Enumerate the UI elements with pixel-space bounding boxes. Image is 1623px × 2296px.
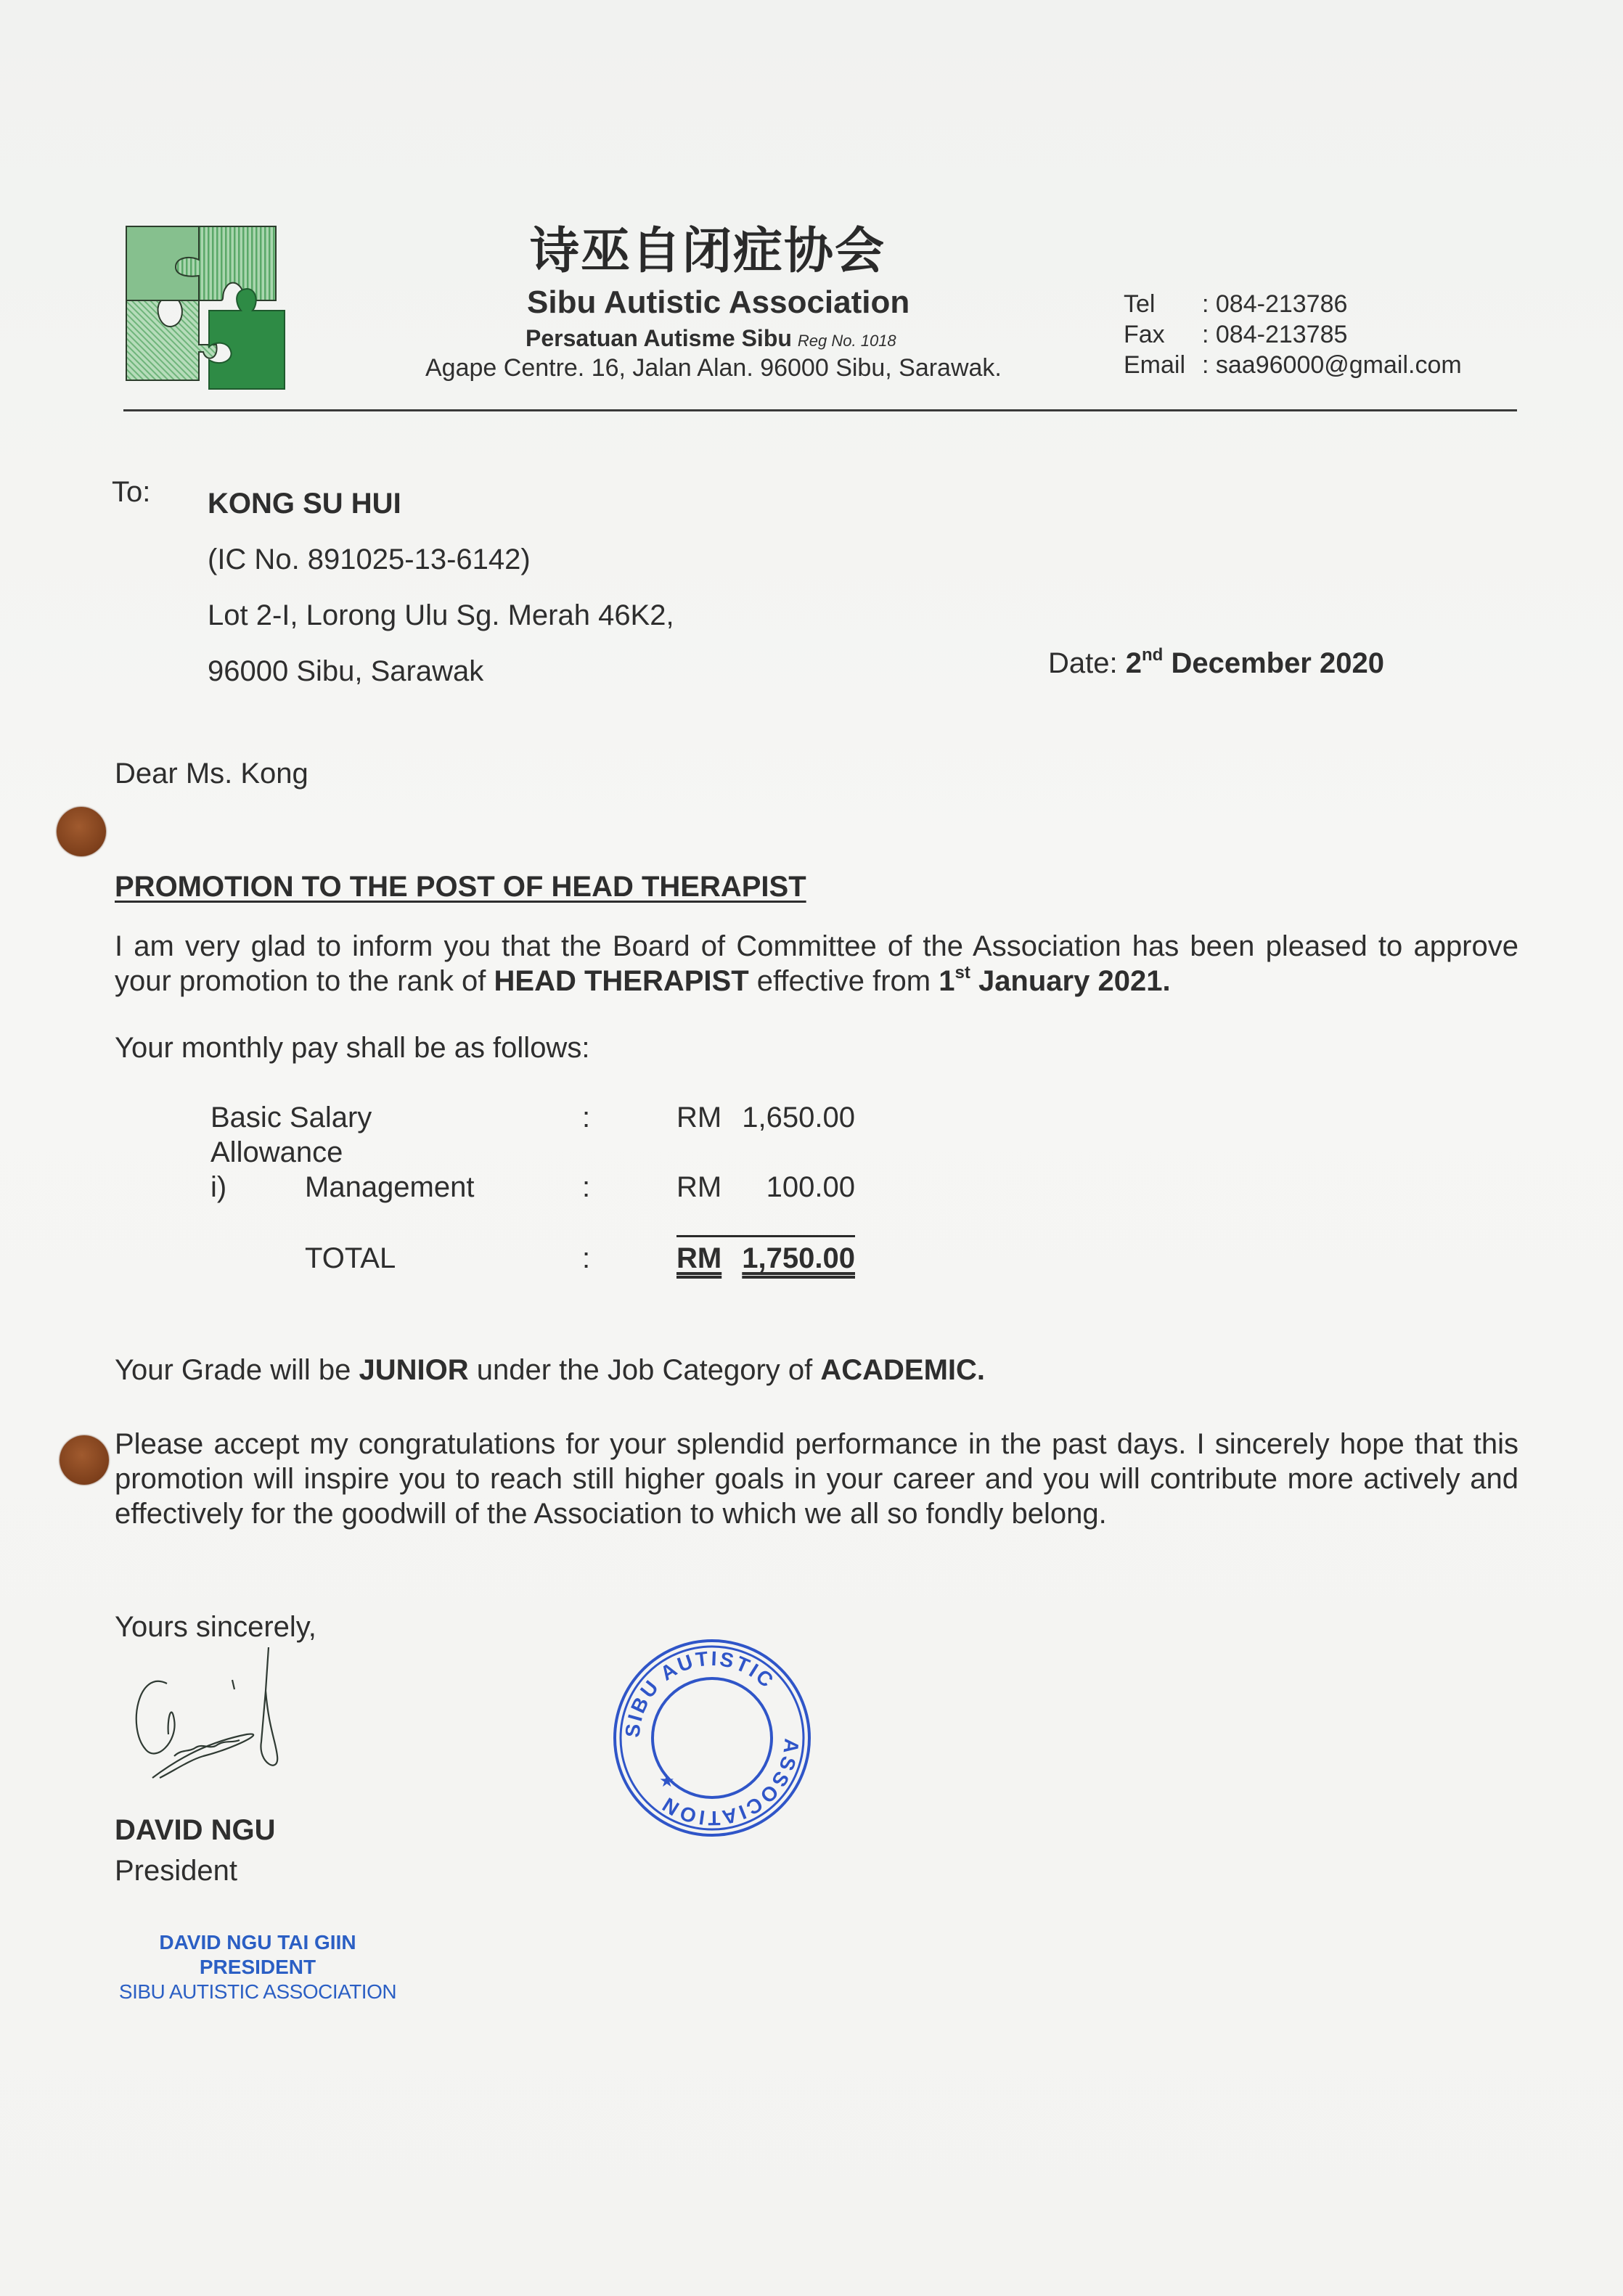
date-day-suffix: nd [1141,645,1164,665]
recipient-ic: (IC No. 891025-13-6142) [208,544,531,575]
effective-day-suffix: st [954,963,970,983]
org-name: Sibu Autistic Association [527,284,910,320]
paragraph-text: Your Grade will be [115,1354,359,1386]
pay-label: Basic Salary [210,1102,372,1133]
pay-intro: Your monthly pay shall be as follows: [115,1032,590,1064]
seal-star-icon: ★ [659,1771,675,1791]
letter-date [1048,647,1384,680]
org-malay-name-text: Persatuan Autisme Sibu [526,325,792,351]
pay-colon: : [582,1102,591,1133]
reg-number: Reg No. 1018 [797,332,896,350]
pay-label: Management [305,1171,475,1203]
paragraph-text: under the Job Category of [468,1354,821,1386]
letter-subject: PROMOTION TO THE POST OF HEAD THERAPIST [115,871,806,903]
contact-block [1124,289,1462,380]
total-rule [676,1235,855,1237]
punch-hole [57,807,106,856]
svg-text:ASSOCIATION [657,1737,804,1829]
signature-icon [123,1647,312,1800]
signer-name: DAVID NGU [115,1814,276,1846]
contact-value: : saa96000@gmail.com [1202,351,1462,379]
contact-label: Email [1124,351,1186,379]
seal-top-text: SIBU AUTISTIC [621,1647,780,1739]
pay-index: i) [210,1171,227,1203]
puzzle-logo-icon [125,225,289,392]
stamp-line-org: SIBU AUTISTIC ASSOCIATION [118,1980,397,2003]
currency: RM [676,1242,722,1274]
salutation: Dear Ms. Kong [115,758,308,790]
stamp-line-name: DAVID NGU TAI GIIN [159,1931,356,1953]
grade-value: JUNIOR [359,1354,469,1386]
effective-month-year: January 2021. [970,965,1171,997]
recipient-address-line1: Lot 2-I, Lorong Ulu Sg. Merah 46K2, [208,599,674,631]
contact-email [1124,350,1462,380]
job-category: ACADEMIC. [820,1354,986,1386]
signer-title: President [115,1855,237,1887]
stamp-line-title: PRESIDENT [199,1956,316,1978]
to-label: To: [112,476,151,508]
contact-fax [1124,319,1462,350]
name-stamp [109,1930,406,2004]
seal-bottom-text: ASSOCIATION [656,1737,804,1830]
effective-day: 1 [939,965,955,997]
pay-value [676,1171,855,1204]
amount: 100.00 [766,1171,855,1203]
contact-value: : 084-213785 [1202,321,1348,348]
recipient-name: KONG SU HUI [208,488,401,520]
currency: RM [676,1171,722,1203]
congratulations-paragraph: Please accept my congratulations for your splendid performance in the past days. I sincerely hope that this promotion will inspire you to reach still higher goals in your career and you will contribute more actively and effectively for the goodwill of the Association to which we all so fondly belong. [115,1428,1518,1530]
paragraph-text: effective from [748,965,939,997]
recipient-address-line2: 96000 Sibu, Sarawak [208,655,484,687]
pay-total-value [676,1242,855,1275]
grade-paragraph [115,1354,985,1387]
svg-text:SIBU AUTISTIC [621,1647,780,1739]
pay-label: Allowance [210,1136,343,1168]
org-address: Agape Centre. 16, Jalan Alan. 96000 Sibu, Sarawak. [425,354,1002,382]
punch-hole [60,1435,109,1485]
contact-tel [1124,289,1462,319]
pay-colon: : [582,1242,591,1274]
contact-label: Fax [1124,321,1165,348]
association-seal-icon [607,1633,817,1843]
org-chinese-name: 诗巫自闭症协会 [530,223,886,280]
pay-value [676,1102,855,1134]
amount: 1,650.00 [742,1102,855,1133]
pay-label: TOTAL [305,1242,396,1274]
rank-title: HEAD THERAPIST [494,965,749,997]
date-month-year: December 2020 [1171,647,1384,679]
date-label: Date: [1048,647,1118,679]
closing: Yours sincerely, [115,1611,316,1643]
contact-value: : 084-213786 [1202,290,1348,318]
header-divider [123,409,1517,411]
org-malay-name [526,325,896,352]
pay-colon: : [582,1171,591,1203]
date-day: 2 [1125,647,1142,679]
contact-label: Tel [1124,290,1156,318]
promotion-paragraph [115,929,1518,999]
amount: 1,750.00 [742,1242,855,1274]
recipient-block [208,476,674,700]
currency: RM [676,1102,722,1133]
paragraph-text: I am very glad to inform you that the Board of Committee of the Association has been pleased to approve your promotion to the rank of [115,930,1518,997]
